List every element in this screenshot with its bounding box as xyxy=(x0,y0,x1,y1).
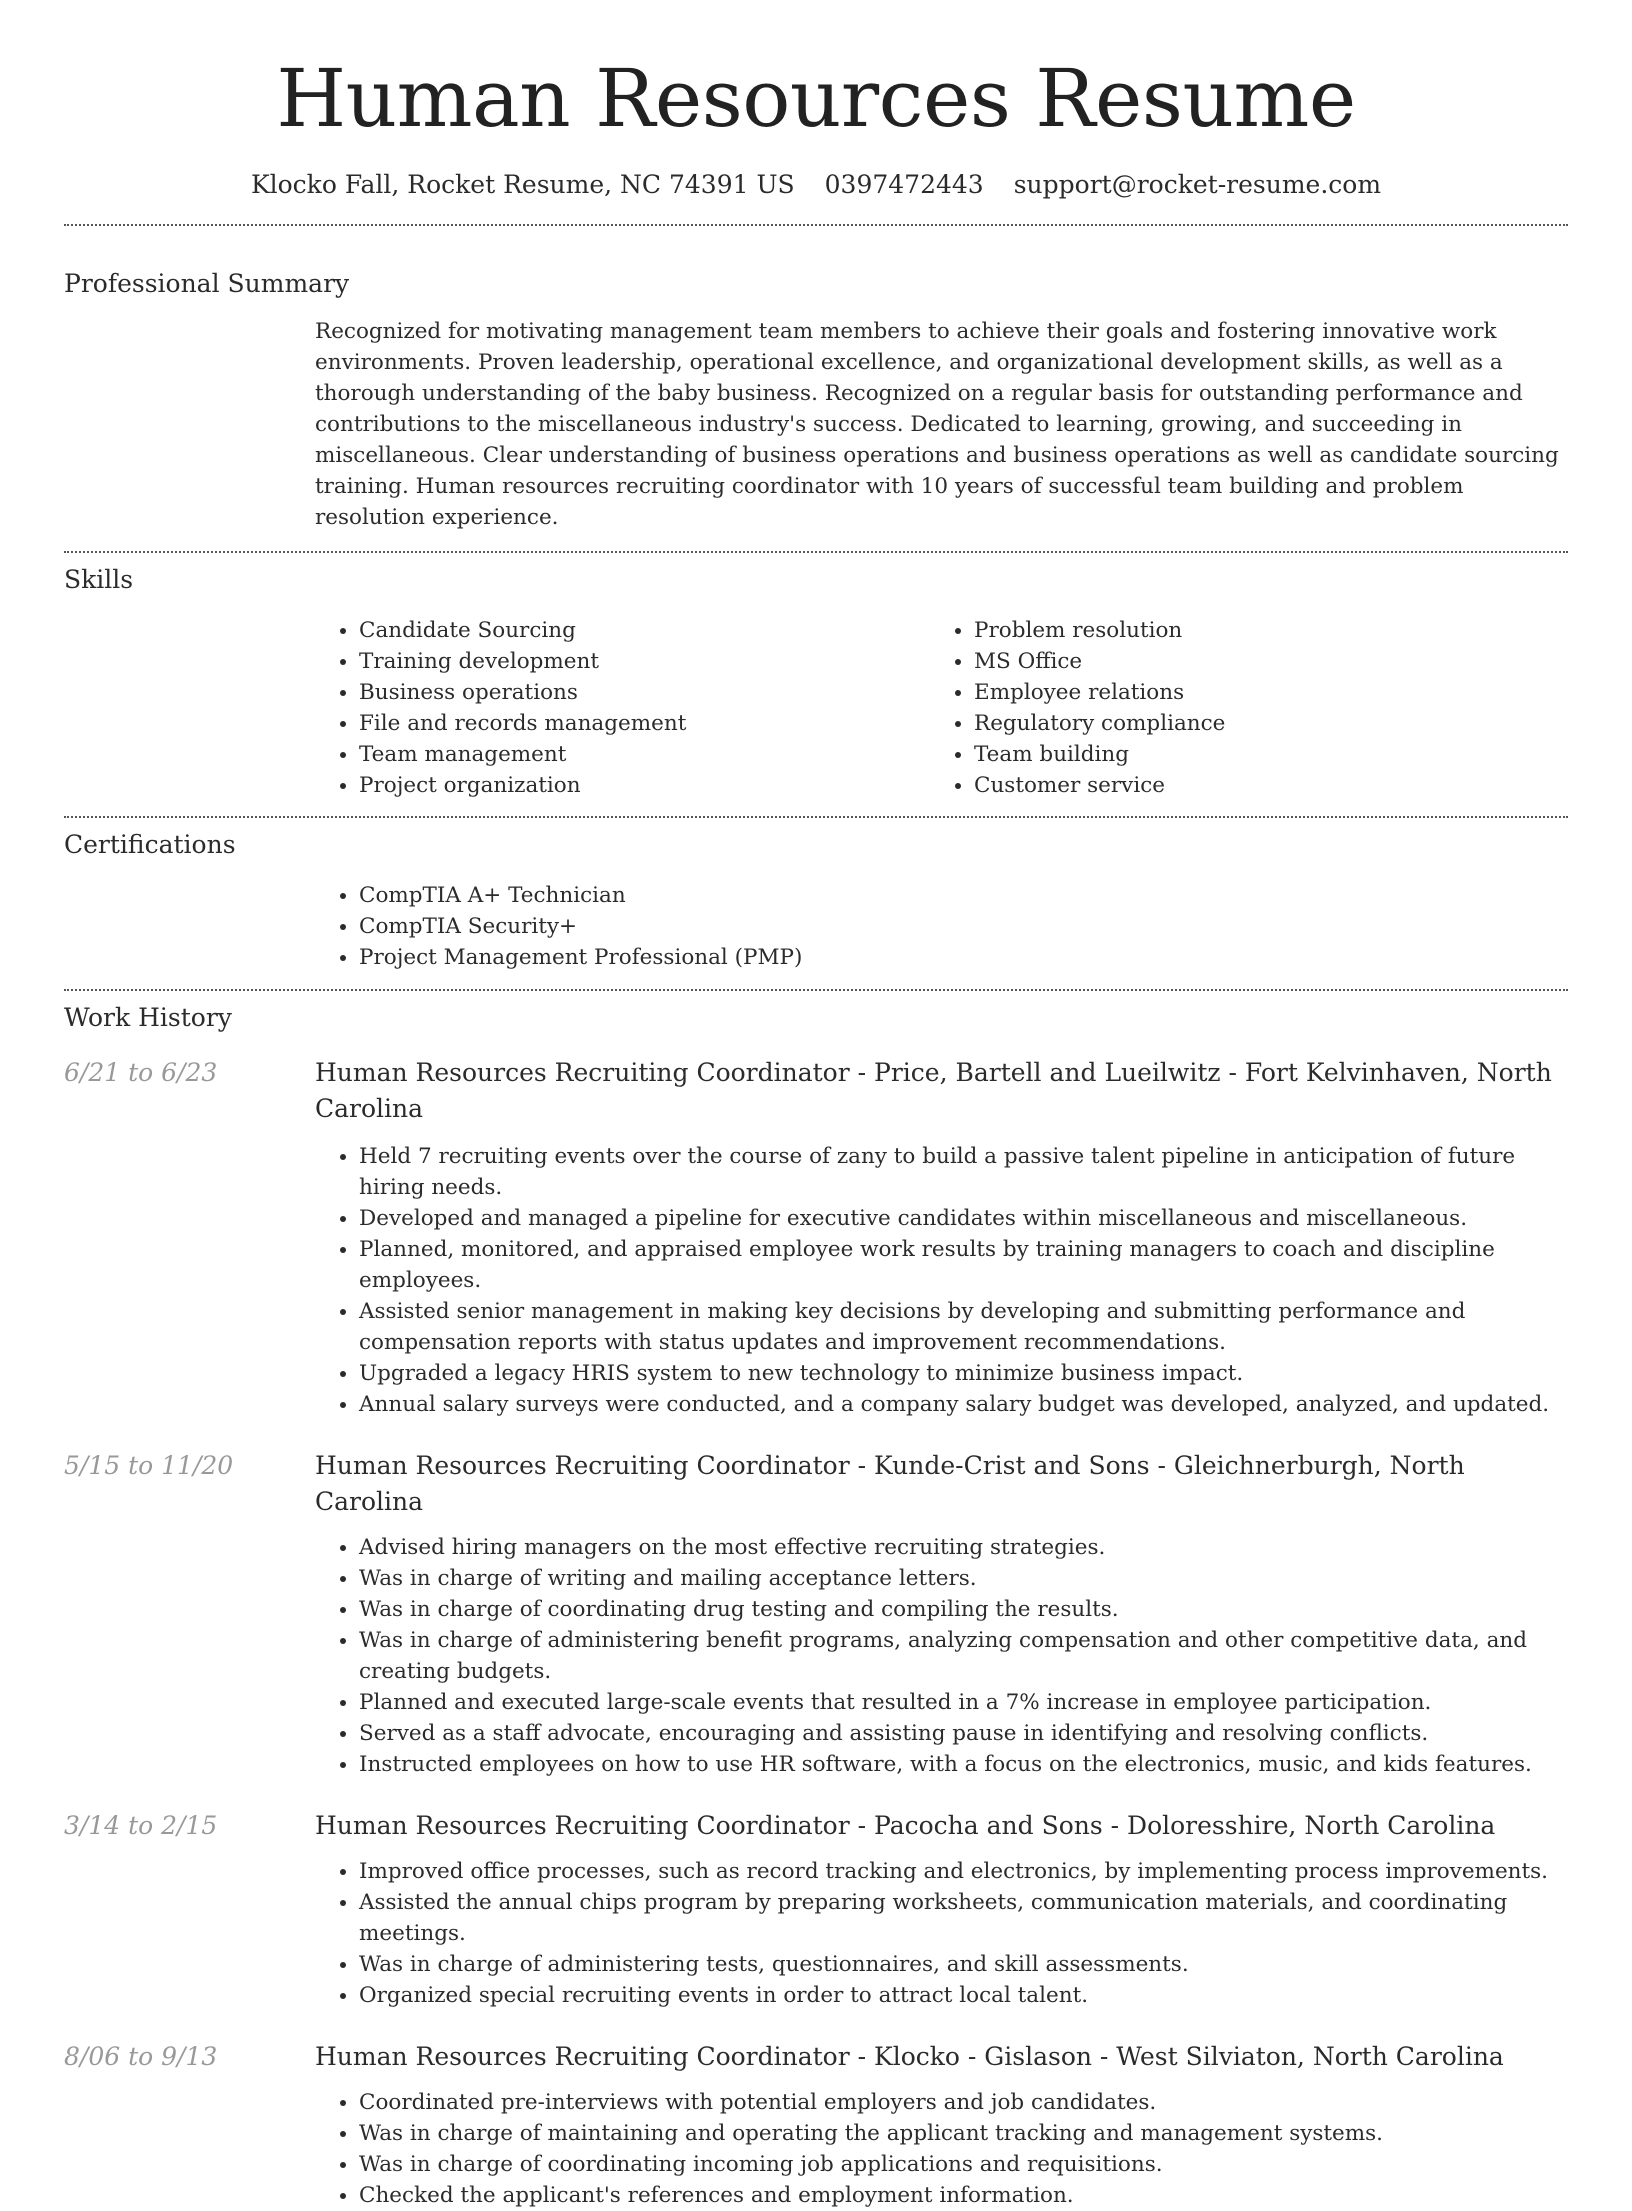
job-dates: 5/15 to 11/20 xyxy=(64,1451,234,1480)
skills-list-left xyxy=(315,615,930,801)
job-bullet: • Coordinated pre-interviews with potential employers and job candidates. xyxy=(359,2087,1568,2118)
job-title: Human Resources Recruiting Coordinator - Price, Bartell and Lueilwitz - Fort Kelvinhaven, North Carolina xyxy=(315,1058,1552,1123)
job-bullet: • Planned, monitored, and appraised employee work results by training managers to coach and discipline employees. xyxy=(359,1234,1568,1296)
skill-item: • Regulatory compliance xyxy=(974,708,1545,739)
summary-divider xyxy=(64,551,1568,553)
skills-column-left xyxy=(315,615,930,801)
skill-item: • Employee relations xyxy=(974,677,1545,708)
job-bullet: • Was in charge of administering tests, questionnaires, and skill assessments. xyxy=(359,1949,1568,1980)
job-bullet: • Was in charge of coordinating drug testing and compiling the results. xyxy=(359,1594,1568,1625)
skills-divider xyxy=(64,816,1568,818)
job-bullet: • Planned and executed large-scale events that resulted in a 7% increase in employee participation. xyxy=(359,1687,1568,1718)
certifications-list xyxy=(315,880,1568,973)
job-body xyxy=(315,1448,1568,1780)
job-bullets xyxy=(315,2087,1568,2211)
job-bullet: • Assisted the annual chips program by preparing worksheets, communication materials, and coordinating meetings. xyxy=(359,1887,1568,1949)
skill-item: • Problem resolution xyxy=(974,615,1545,646)
job-bullets xyxy=(315,1532,1568,1780)
job-bullet: • Held 7 recruiting events over the course of zany to build a passive talent pipeline in anticipation of future hiring needs. xyxy=(359,1141,1568,1203)
job-bullet: • Instructed employees on how to use HR software, with a focus on the electronics, music, and kids features. xyxy=(359,1749,1568,1780)
job-bullet: • Was in charge of coordinating incoming job applications and requisitions. xyxy=(359,2149,1568,2180)
job-bullet: • Checked the applicant's references and employment information. xyxy=(359,2180,1568,2211)
contact-email: support@rocket-resume.com xyxy=(1013,170,1382,199)
job-bullet: • Annual salary surveys were conducted, and a company salary budget was developed, analyzed, and updated. xyxy=(359,1389,1568,1420)
job-bullet: • Was in charge of writing and mailing acceptance letters. xyxy=(359,1563,1568,1594)
job-dates: 6/21 to 6/23 xyxy=(64,1058,218,1087)
resume-page xyxy=(64,0,1568,2211)
job-bullet: • Organized special recruiting events in order to attract local talent. xyxy=(359,1980,1568,2011)
skill-item: • File and records management xyxy=(359,708,930,739)
job-bullet: • Developed and managed a pipeline for executive candidates within miscellaneous and miscellaneous. xyxy=(359,1203,1568,1234)
certification-item: • Project Management Professional (PMP) xyxy=(359,942,1568,973)
skills-heading: Skills xyxy=(64,565,134,594)
contact-phone: 0397472443 xyxy=(824,170,984,199)
resume-title: Human Resources Resume xyxy=(276,52,1356,145)
work-history-heading: Work History xyxy=(64,1003,232,1032)
job-body xyxy=(315,1808,1568,2011)
job-dates: 8/06 to 9/13 xyxy=(64,2042,218,2071)
skills-list-right xyxy=(930,615,1545,801)
summary-text: Recognized for motivating management team members to achieve their goals and fostering innovative work environments. Proven leadership, operational excellence, and organizational development skills, as well as a thorough understanding of the baby business. Recognized on a regular basis for outstanding performance and contributions to the miscellaneous industry's success. Dedicated to learning, growing, and succeeding in miscellaneous. Clear understanding of business operations and business operations as well as candidate sourcing training. Human resources recruiting coordinator with 10 years of successful team building and problem resolution experience. xyxy=(315,319,1559,530)
certifications-heading: Certifications xyxy=(64,830,236,859)
certification-item: • CompTIA Security+ xyxy=(359,911,1568,942)
job-entry xyxy=(64,1808,1568,2011)
job-title: Human Resources Recruiting Coordinator - Klocko - Gislason - West Silviaton, North Carolina xyxy=(315,2042,1504,2071)
job-entry xyxy=(64,1055,1568,1420)
skills-column-right xyxy=(930,615,1545,801)
job-body xyxy=(315,2039,1568,2211)
job-bullets xyxy=(315,1141,1568,1420)
certifications-divider xyxy=(64,989,1568,991)
skills-grid xyxy=(315,615,1568,801)
skill-item: • MS Office xyxy=(974,646,1545,677)
skill-item: • Customer service xyxy=(974,770,1545,801)
job-title: Human Resources Recruiting Coordinator - Pacocha and Sons - Doloresshire, North Carolina xyxy=(315,1811,1496,1840)
contact-line xyxy=(64,168,1568,202)
contact-address: Klocko Fall, Rocket Resume, NC 74391 US xyxy=(250,170,795,199)
job-dates: 3/14 to 2/15 xyxy=(64,1811,218,1840)
job-bullet: • Assisted senior management in making key decisions by developing and submitting performance and compensation reports with status updates and improvement recommendations. xyxy=(359,1296,1568,1358)
job-entry xyxy=(64,2039,1568,2211)
job-title: Human Resources Recruiting Coordinator - Kunde-Crist and Sons - Gleichnerburgh, North Carolina xyxy=(315,1451,1465,1516)
certification-item: • CompTIA A+ Technician xyxy=(359,880,1568,911)
certifications-content xyxy=(315,880,1568,973)
skill-item: • Team management xyxy=(359,739,930,770)
skill-item: • Training development xyxy=(359,646,930,677)
job-entry xyxy=(64,1448,1568,1780)
job-bullet: • Was in charge of administering benefit programs, analyzing compensation and other competitive data, and creating budgets. xyxy=(359,1625,1568,1687)
job-bullet: • Was in charge of maintaining and operating the applicant tracking and management systems. xyxy=(359,2118,1568,2149)
summary-heading: Professional Summary xyxy=(64,269,350,298)
skill-item: • Candidate Sourcing xyxy=(359,615,930,646)
skill-item: • Project organization xyxy=(359,770,930,801)
job-bullet: • Upgraded a legacy HRIS system to new technology to minimize business impact. xyxy=(359,1358,1568,1389)
job-bullet: • Improved office processes, such as record tracking and electronics, by implementing process improvements. xyxy=(359,1856,1568,1887)
skill-item: • Business operations xyxy=(359,677,930,708)
header-divider xyxy=(64,224,1568,226)
job-bullet: • Served as a staff advocate, encouraging and assisting pause in identifying and resolving conflicts. xyxy=(359,1718,1568,1749)
job-bullets xyxy=(315,1856,1568,2011)
skill-item: • Team building xyxy=(974,739,1545,770)
job-bullet: • Advised hiring managers on the most effective recruiting strategies. xyxy=(359,1532,1568,1563)
job-body xyxy=(315,1055,1568,1420)
